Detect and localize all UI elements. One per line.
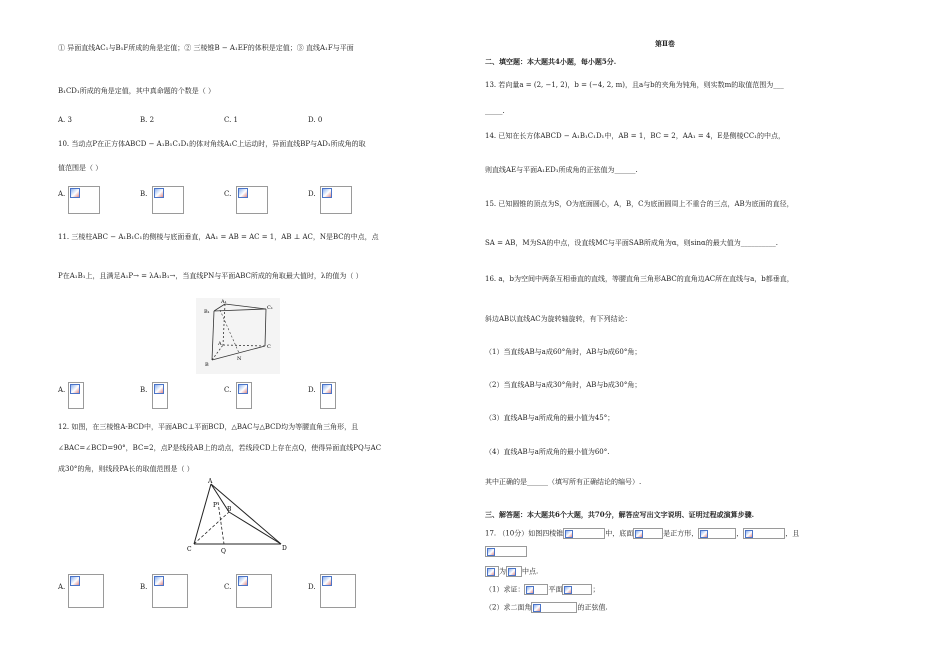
image-placeholder-icon [700,530,708,538]
q17-stem-part-e: ，且 [785,529,800,538]
q9-option-d: D. 0 [308,116,323,124]
image-placeholder-icon [154,188,164,198]
q17-formula-image [506,566,522,577]
image-placeholder-icon [154,576,164,586]
q12-option-a-label: A. [58,583,66,591]
q14-line1: 14. 已知在长方体ABCD − A₁B₁C₁D₁中，AB = 1，BC = 2，AA₁ = 4，E是侧棱CC₁的中点， [485,132,786,140]
q17-part-2 [485,602,608,613]
q16-conclusion-4: （4）直线AB与a所成角的最小值为60°. [485,448,610,456]
image-placeholder-icon [238,188,248,198]
q10-line1: 10. 当动点P在正方体ABCD − A₁B₁C₁D₁的体对角线A₁C上运动时，异面直线BP与AD₁所成角的取 [58,140,366,148]
q17-formula-image [563,528,605,539]
q17-part1-b: 平面 [548,585,563,594]
q12-line3: 成30°的角，则线段PA长的取值范围是（ ） [58,465,194,473]
image-placeholder-icon [508,568,516,576]
q11-option-b-label: B. [140,386,148,394]
section-answer-heading: 三、解答题：本大题共6个大题，共70分，解答应写出文字说明、证明过程或演算步骤. [485,510,755,519]
image-placeholder-icon [526,586,534,594]
q12-option-b-label: B. [140,583,148,591]
q16-line2: 斜边AB以直线AC为旋转轴旋转，有下列结论： [485,315,632,323]
fig11-label-c: C [267,344,271,350]
q10-option-a-label: A. [58,190,66,198]
q17-formula-image [531,602,577,613]
q17-formula-image [524,584,548,595]
q13-line1: 13. 若向量a = (2, −1, 2)，b = (−4, 2, m)，且a与b的夹角为钝角，则实数m的取值范围为___ [485,81,784,89]
q16-conclusion-1: （1）当直线AB与a成60°角时，AB与b成60°角； [485,348,642,356]
q12-tetrahedron-figure [186,478,290,554]
q11-option-b-image [152,382,168,409]
q17-part2-a: （2）求二面角 [485,603,532,612]
section-fill-in-heading: 二、填空题：本大题共4小题，每小题5分. [485,57,617,66]
q14-line2: 则直线AE与平面A₁ED₁所成角的正弦值为______. [485,166,638,174]
part-two-title: 第Ⅱ卷 [655,39,675,48]
image-placeholder-icon [238,576,248,586]
q15-line2: SA = AB，M为SA的中点，设直线MC与平面SAB所成角为α，则sinα的最大值为__________. [485,239,778,247]
q10-option-c-image [236,186,268,214]
q11-option-c-label: C. [224,386,232,394]
q17-formula-image [485,546,527,557]
q11-option-d-label: D. [308,386,316,394]
image-placeholder-icon [322,384,332,394]
q17-stem [485,528,799,539]
fig12-label-q: Q [221,548,226,554]
fig11-label-c1: C₁ [267,305,273,311]
q10-option-d-label: D. [308,190,316,198]
q16-closing: 其中正确的是______（填写所有正确结论的编号）. [485,478,642,486]
image-placeholder-icon [635,530,643,538]
q16-line1: 16. a，b为空间中两条互相垂直的直线，等腰直角三角形ABC的直角边AC所在直线与a，b都垂直， [485,275,794,283]
q17-part-1 [485,584,599,595]
q9-statement-line2: B₁CD₁所成的角是定值，其中真命题的个数是（ ） [58,87,215,95]
image-placeholder-icon [238,384,248,394]
image-placeholder-icon [533,604,541,612]
q12-option-d-image [320,574,356,608]
image-placeholder-icon [322,576,332,586]
q17-formula-image [698,528,736,539]
q17-stem-part-c: 是正方形， [663,529,699,538]
q17-formula-image [633,528,663,539]
q16-conclusion-2: （2）当直线AB与a成30°角时，AB与b成30°角； [485,381,642,389]
q12-option-c-label: C. [224,583,232,591]
fig12-label-d: D [282,545,287,552]
q15-line1: 15. 已知圆锥的顶点为S，O为底面圆心，A，B，C为底面圆周上不重合的三点，AB为底面的直径， [485,200,794,208]
q16-conclusion-3: （3）直线AB与a所成角的最小值为45°； [485,414,615,422]
fig12-label-c: C [187,546,192,553]
q10-option-b-image [152,186,184,214]
image-placeholder-icon [70,576,80,586]
fig11-label-a: A [218,341,222,347]
q10-option-d-image [320,186,352,214]
q11-option-c-image [236,382,252,409]
fig11-label-b: B [205,362,209,368]
image-placeholder-icon [154,384,164,394]
q17-formula-image [743,528,785,539]
q11-line1: 11. 三棱柱ABC − A₁B₁C₁的侧棱与底面垂直，AA₁ = AB = AC = 1，AB ⊥ AC，N是BC的中点，点 [58,233,379,241]
q11-option-a-label: A. [58,386,66,394]
q17-formula-image [485,566,499,577]
q9-option-b: B. 2 [140,116,155,124]
q12-option-a-image [68,574,104,608]
q9-option-c: C. 1 [224,116,239,124]
q9-statement-line1: ① 异面直线AC₁与B₁F所成的角是定值；② 三棱锥B − A₁EF的体积是定值；③ 直线A₁F与平面 [58,44,354,52]
q13-line2: _____. [485,107,505,115]
q12-option-b-image [152,574,188,608]
q12-option-d-label: D. [308,583,316,591]
fig12-label-a: A [208,478,213,485]
fig11-label-a1: A₁ [221,299,227,305]
q17-stem-part-f: 为 [499,567,506,576]
image-placeholder-icon [487,548,495,556]
fig12-label-p: P [213,502,218,509]
q17-part1-a: （1）求证： [485,585,525,594]
q11-option-d-image [320,382,336,409]
q12-line2: ∠BAC=∠BCD=90°，BC=2，点P是线段AB上的动点，若线段CD上存在点Q，使得异面直线PQ与AC [58,444,382,452]
q17-stem-cont [485,546,527,557]
q10-option-b-label: B. [140,190,148,198]
image-placeholder-icon [565,530,573,538]
fig11-label-n: N [237,356,242,362]
fig12-label-b: B [227,506,232,513]
q17-part2-b: 的正弦值. [577,603,608,612]
image-placeholder-icon [564,586,572,594]
q17-midpoint-line [485,566,538,577]
q9-option-a: A. 3 [58,116,72,124]
q17-formula-image [562,584,592,595]
q10-option-a-image [68,186,100,214]
q11-option-a-image [68,382,84,409]
fig11-label-b1: B₁ [204,309,210,315]
q17-stem-part-a: 17. （10分）如图四棱锥 [485,529,564,538]
q17-stem-part-g: 中点. [522,567,539,576]
q11-line2: P在A₁B₁上，且满足A₁P→ = λA₁B₁→，当直线PN与平面ABC所成的角取最大值时，λ的值为（ ） [58,272,363,280]
image-placeholder-icon [745,530,753,538]
q11-prism-figure [196,298,280,374]
q17-part1-c: ； [592,585,600,594]
q10-line2: 值范围是（ ） [58,164,103,172]
image-placeholder-icon [487,568,495,576]
q12-option-c-image [236,574,272,608]
q10-option-c-label: C. [224,190,232,198]
image-placeholder-icon [322,188,332,198]
q12-line1: 12. 如图，在三棱锥A-BCD中，平面ABC⊥平面BCD，△BAC与△BCD均为等腰直角三角形，且 [58,423,359,431]
image-placeholder-icon [70,384,80,394]
q17-stem-part-b: 中，底面 [605,529,634,538]
q17-stem-part-d: ， [736,529,744,538]
image-placeholder-icon [70,188,80,198]
